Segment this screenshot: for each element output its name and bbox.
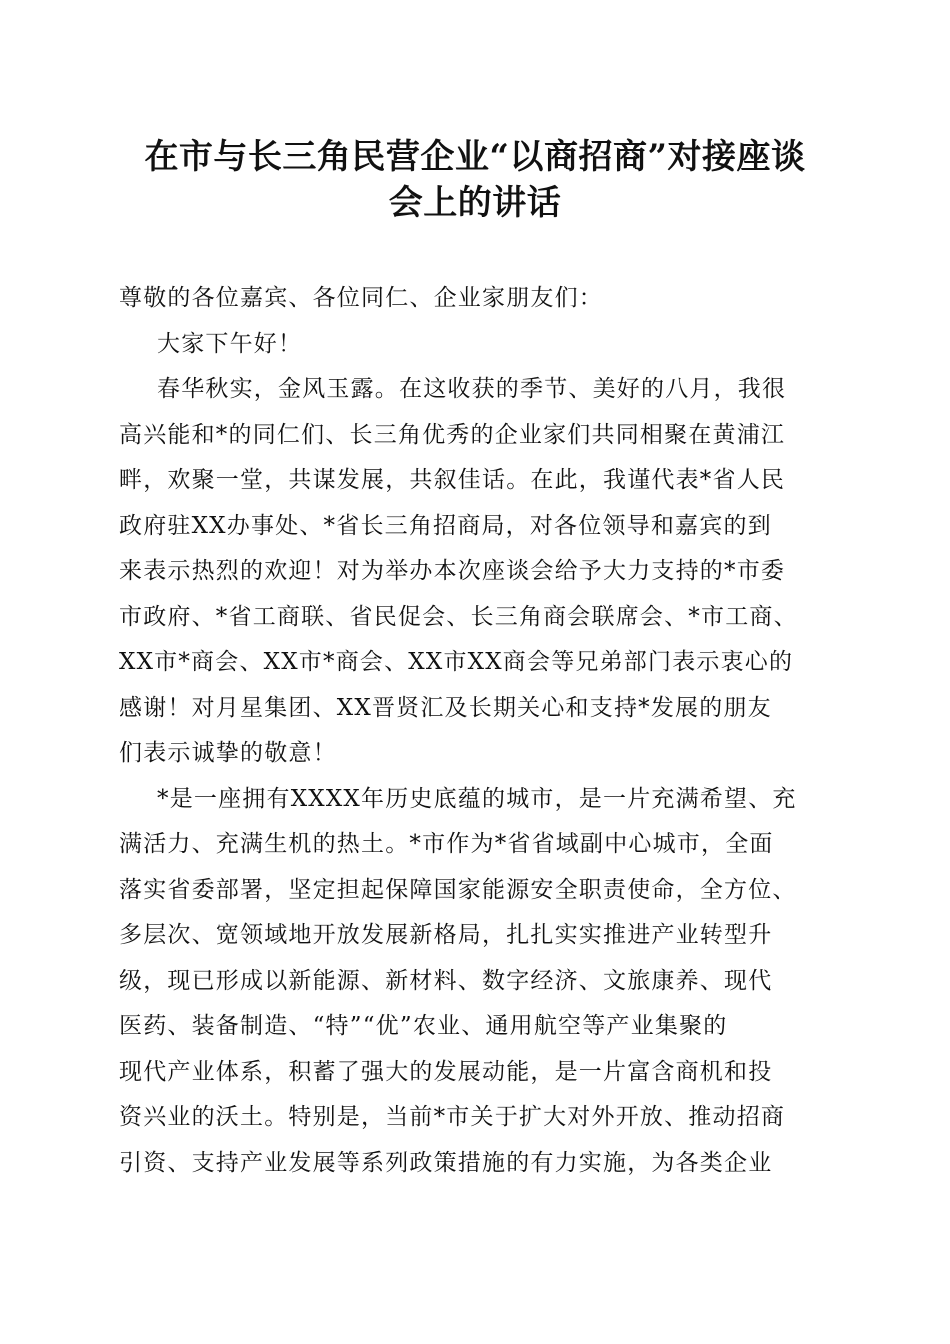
- paragraph-line: 感谢！对月星集团、XX晋贤汇及长期关心和支持*发展的朋友: [119, 694, 772, 721]
- paragraph-line: XX市*商会、XX市*商会、XX市XX商会等兄弟部门表示衷心的: [119, 649, 794, 675]
- paragraph-line: 来表示热烈的欢迎！对为举办本次座谈会给予大力支持的*市委: [119, 558, 786, 584]
- greeting: 大家下午好！: [157, 330, 303, 357]
- document-title-line: 在市与长三角民营企业“以商招商”对接座谈: [144, 137, 806, 177]
- paragraph-line: 满活力、充满生机的热土。*市作为*省省域副中心城市，全面: [119, 831, 774, 857]
- paragraph-line: 市政府、*省工商联、省民促会、长三角商会联席会、*市工商、: [119, 603, 798, 630]
- paragraph-line: 高兴能和*的同仁们、长三角优秀的企业家们共同相聚在黄浦江: [119, 421, 786, 448]
- paragraph-line: 资兴业的沃土。特别是，当前*市关于扩大对外开放、推动招商: [119, 1104, 786, 1130]
- paragraph-line: 医药、装备制造、“特”“优”农业、通用航空等产业集聚的: [119, 1013, 728, 1039]
- salutation: 尊敬的各位嘉宾、各位同仁、企业家朋友们：: [119, 285, 603, 311]
- paragraph-line: *是一座拥有XXXX年历史底蕴的城市，是一片充满希望、充: [157, 785, 797, 812]
- paragraph-line: 政府驻XX办事处、*省长三角招商局，对各位领导和嘉宾的到: [119, 512, 772, 539]
- document-title: [95, 134, 855, 226]
- paragraph-2: [119, 777, 834, 1187]
- paragraph-line: 引资、支持产业发展等系列政策措施的有力实施，为各类企业: [119, 1149, 773, 1176]
- paragraph-1: [119, 367, 834, 777]
- paragraph-line: 多层次、宽领域地开放发展新格局，扎扎实实推进产业转型升: [119, 922, 773, 948]
- paragraph-line: 们表示诚挚的敬意！: [119, 740, 337, 766]
- paragraph-line: 落实省委部署，坚定担起保障国家能源安全职责使命，全方位、: [119, 876, 797, 903]
- paragraph-line: 春华秋实，金风玉露。在这收获的季节、美好的八月，我很: [157, 376, 787, 402]
- document-title-line: 会上的讲话: [388, 183, 562, 223]
- document-body: [119, 276, 834, 1186]
- paragraph-line: 级，现已形成以新能源、新材料、数字经济、文旅康养、现代: [119, 967, 773, 994]
- paragraph-line: 现代产业体系，积蓄了强大的发展动能，是一片富含商机和投: [119, 1058, 773, 1085]
- paragraph-line: 畔，欢聚一堂，共谋发展，共叙佳话。在此，我谨代表*省人民: [119, 467, 786, 493]
